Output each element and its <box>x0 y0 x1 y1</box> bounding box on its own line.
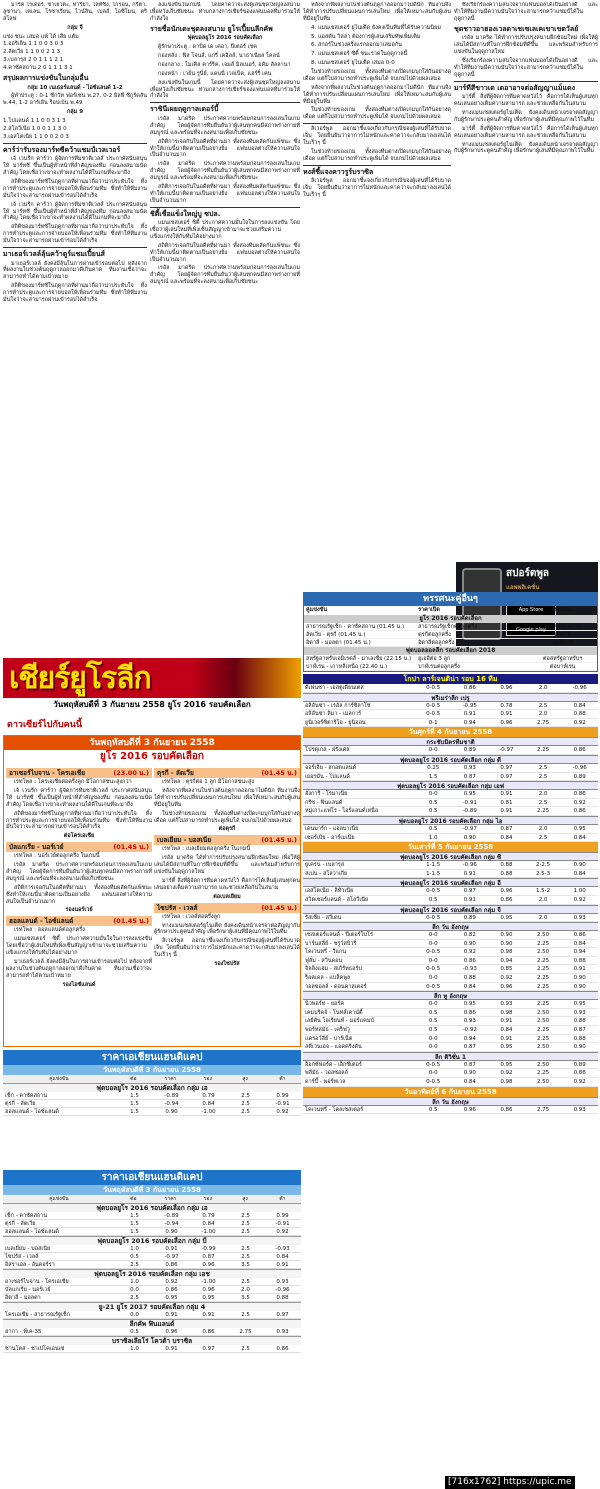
odds-row: บัลแกเรีย - นอร์เวย์ 0.0 0.86 0.96 2.0 -0.96 <box>3 1286 301 1294</box>
standings-row: 1.ออริเย็น 1 1 0 0 3 0 3 <box>3 41 64 48</box>
article-text: หลังจากที่ผลงานในช่วงต้นฤดูกาลออกมาไม่ดีนัก ทีมงานจึงได้ทำการปรับเปลี่ยนแผนการเล่นใหม่ เพื่อให้เหมาะสมกับผู้เล่นที่มีอยู่ในทีม <box>303 84 451 105</box>
odds-row: อลิอันซ่า ลิมา - เมลการ์ 0-0.5 0.91 0.91 2.0 0.88 <box>303 710 598 719</box>
odds-row: ซานโตส - ชาเปโคเอนเซ่ 1.0 0.91 0.97 2.5 0.86 <box>3 1345 301 1353</box>
odds-row: สตีเวนเอจ - แอคคริงตัน 0-0 0.87 0.95 2.50 0.90 <box>303 1043 598 1052</box>
ad-title: สปอร์ตพูล <box>506 568 550 579</box>
match-analysis: มาร์ตี้ สิ่งที่ผู้จัดการทีมคาดหวังไว้ คือการได้เห็นผู้เล่นทุกคนเล่นอย่างเต็มความสามารถ และช่วยเหลือกันในสนาม <box>154 877 300 891</box>
match-analysis: เรอัล มาดริด ประกาศความพร้อมก่อนการลงเล่นในเกมสำคัญ โดยผู้จัดการทีมยืนยันว่าผู้เล่นทุกคนมีสภาพร่างกายที่สมบูรณ์ และพร้อมที่จะลงสนามเพื่อเก็บชัยชนะ <box>6 862 152 882</box>
odds-row: โคเวนทรี - โคลเชสเตอร์ 0.5 0.96 0.86 2.75 0.93 <box>303 1106 598 1115</box>
odds-column-headers: คู่แข่งขัน ต่อ ราคา รอง สูง ต่ำ <box>3 1195 301 1203</box>
odds-date: วันพฤหัสบดีที่ 3 กันยายน 2558 <box>3 1065 301 1075</box>
banner-subtitle: วันพฤหัสบดีที่ 3 กันยายน 2558 ยูโร 2016 รอบคัดเลือก <box>3 699 301 721</box>
article-headline: หงส์ชี้แจงคาวรูร์บราซิล <box>303 167 374 176</box>
match-pick: ต่อโครเอเชีย <box>63 833 95 840</box>
list-item: 6. สกอร์ในช่วงครึ่งแรกออกมาเสมอกัน <box>311 42 402 49</box>
odds-row: จอร์เจีย - สกอตแลนด์ 0.25 0.93 0.97 2.5 -0.96 <box>303 764 598 773</box>
article-text: ทางแมนเชสเตอร์ยูไนเต็ด ยังคงเดินหน้าเจรจาต่อสัญญากับผู้รักษาประตูคนสำคัญ เพื่อรักษาผู้เล่นที่มีคุณภาพไว้ในทีม <box>454 110 598 123</box>
article-headline: ชิตี้เชื่อแข็งใหญ่บู ซปล. <box>150 209 221 218</box>
match-pick: รองไซปรัส <box>214 960 240 967</box>
odds-title: ราคาเอเชียนแฮนดิแคป <box>3 1170 301 1185</box>
lineup-line: กองหลัง : ฟิล โจนส์, แกรี่ เคฮิลล์, นาธาเนียล ไคลน์ <box>158 53 280 60</box>
article-text: สถิติการเจอกันในอดีตที่ผ่านมา ทั้งสองทีมผลัดกันแพ้ชนะ ซึ่งทำให้เกมนี้น่าติดตามเป็นอย่างยิ่ง แฟนบอลต่างให้ความสนใจเป็นจำนวนมาก <box>150 183 300 204</box>
article-text: เรอัล มาดริด ประกาศความพร้อมก่อนการลงเล่นในเกมสำคัญ โดยผู้จัดการทีมยืนยันว่าผู้เล่นทุกคนมีสภาพร่างกายที่สมบูรณ์ และพร้อมที่จะลงสนามเพื่อเก็บชัยชนะ <box>150 161 300 181</box>
odds-row: ไซปรัส - เวลส์ 0.5 -0.97 0.87 2.5 0.84 <box>3 1253 301 1261</box>
article-text: เรอัล มาดริด ได้ทำการปรับปรุงสนามฝึกซ้อมใหม่ เพื่อให้ผู้เล่นได้มีสถานที่ในการฝึกซ้อมที่ดีขึ้น และพร้อมสำหรับการแข่งขันในฤดูกาลใหม่ <box>454 35 598 56</box>
odds-row: เอสโตเนีย - ลิทัวเนีย 0-0.5 0.97 0.96 1.5-2 1.00 <box>303 887 598 896</box>
odds-row: โครเอเชีย - สาธารณรัฐเช็ก 0.0 0.91 0.91 2.5 0.97 <box>3 1311 301 1319</box>
league-header: ฟุตบอลยูโร 2016 รอบคัดเลือก กลุ่ม ซี <box>303 852 598 861</box>
match-header: เบลเยียม - บอสเนีย (01.45 น.) <box>154 835 300 845</box>
odds-column-headers: คู่แข่งขัน ต่อ ราคา รอง สูง ต่ำ <box>3 1075 301 1083</box>
handicap-odds-table-1 <box>3 1050 301 1168</box>
standings-row: 4.คาซัคสถาน 2 0 1 1 1 3 1 <box>3 65 73 71</box>
odds-row: ตุรกี - ลัตเวีย 1.5 -0.94 0.84 2.5 -0.91 <box>3 1100 301 1108</box>
article-text: ลงแข่งขันในเกมนี้ โดยคาดว่าจะส่งผู้เล่นชุดใหญ่ลงสนามเพื่อหวังเก็บชัยชนะ ท่ามกลางการเชียร์ของแฟนบอลที่มาร่วมให้กำลังใจ <box>150 2 300 22</box>
odds-row: ฮากา - พีเค-35 0.5 0.96 0.86 2.75 0.93 <box>3 1328 301 1336</box>
banner-title: เชียร์ยูโรลีก <box>9 661 151 696</box>
odds-row: ตุรกี - ลัตเวีย 1.5 -0.94 0.84 2.5 -0.91 <box>3 1220 301 1228</box>
league-header: ฟุตบอลยูโร 2016 รอบคัดเลือก กลุ่ม เอช <box>3 1269 301 1278</box>
odds-row: เซอร์เบีย - อาร์เมเนีย 1.0 0.90 0.84 2.5 0.84 <box>303 834 598 843</box>
match-pick: ต่อเบลเยียม <box>213 893 241 900</box>
odds-row: สวิตเซอร์แลนด์ - สโลวีเนีย 0.5 0.91 0.86 2.0 0.92 <box>303 896 598 905</box>
article-text: สถิติของมาร์ทซีในฤดูกาลที่ผ่านมาถือว่าน่าประทับใจ ทั้งการทำประตูและการจ่ายบอลให้เพื่อนร่วมทีม ซึ่งทำให้ทีมงานมั่นใจว่าจะสามารถผ่านเข้ารอบได้สำเร็จ <box>3 283 147 303</box>
match-analysis: เรทโพล : ตุรกีต่อ 1 ลูก มีโอกาสชนะสูง <box>162 779 255 786</box>
article-subhead: ฟุตบอลยูโร 2016 รอบคัดเลือก <box>187 35 263 42</box>
odds-row: เยอรมัน - โปแลนด์ 1.5 0.87 0.97 2.5 0.89 <box>303 773 598 782</box>
odds-row: พอร์ทสมัธ - เคร็ฟวู 0.5 -0.92 0.84 2.25 0.87 <box>303 1026 598 1035</box>
standings-row: 3.เอสโตเนีย 1 1 0 0 2 0 3 <box>3 133 69 140</box>
section-banner <box>3 658 301 698</box>
divider <box>150 102 300 103</box>
odds-row: เช็ก - คาซัคสถาน 1.5 -0.89 0.79 2.5 0.99 <box>3 1212 301 1220</box>
odds-row: ฟูลั่ม - สวินดอน 0-0 0.86 0.94 2.25 0.88 <box>303 957 598 966</box>
date-header: วันเสาร์ที่ 5 กันยายน 2558 <box>303 842 598 852</box>
odds-row: เบลเยียม - บอสเนีย 1.0 0.91 -0.99 2.5 -0.93 <box>3 1245 301 1253</box>
banner-tagline: ดาวเซียร์ไปกับคนนี้ <box>7 720 82 730</box>
league-header: ลีก ดิวิชั่น 1 <box>303 1052 598 1061</box>
odds-row: หมู่เกาะแฟโร - ไอร์แลนด์เหนือ 0.5 -0.89 0.91 2.25 0.86 <box>303 807 598 816</box>
ad-subtitle: แอพพลิเคชั่น <box>506 584 540 591</box>
divider <box>150 207 300 208</box>
article-text: ซึ่งเรียกร้องความสนใจจากแฟนบอลได้เป็นอย่างดี และทำให้ทีมงานมีความมั่นใจว่าจะสามารถคว้าแชมป์ได้ในฤดูกาลนี้ <box>454 57 598 78</box>
article-headline: ราชินีเผยฤดูกาลเดอร์บี้ <box>150 105 219 114</box>
table-column-headers: คู่แข่งขัน ราคาเปิด ทรรศนะ <box>306 607 573 613</box>
odds-row: รัสเซีย - สวีเดน 0-0.5 0.89 0.95 2.0 0.93 <box>303 914 598 923</box>
article-text: ในช่วงท้ายของเกม ทั้งสองทีมต่างเปิดเกมบุกใส่กันอย่างดุเดือด แต่ก็ไม่สามารถทำประตูเพิ่มได้ จบเกมไปด้วยผลเสมอ <box>303 148 451 162</box>
article-subhead: กลุ่ม 10 เนเธอร์แลนด์ - ไอซ์แลนด์ 1-2 <box>27 84 123 91</box>
article-text: สถิติของมาร์ทซีในฤดูกาลที่ผ่านมาถือว่าน่าประทับใจ ทั้งการทำประตูและการจ่ายบอลให้เพื่อนร่วมทีม ซึ่งทำให้ทีมงานมั่นใจว่าจะสามารถผ่านเข้ารอบได้สำเร็จ <box>3 224 147 244</box>
odds-row: อิตาลี - มอลตา 2.5 0.95 0.95 3.5 0.88 <box>3 1294 301 1302</box>
league-header: ฟุตบอลยูโร 2016 รอบคัดเลือก กลุ่ม เอ <box>3 1083 301 1092</box>
prediction-row: อิตาลี - มอลตา (01.45 น.) อิตาลีต่อลูกครึ่ง ต่ออิตาลี <box>304 639 597 647</box>
article-column-1 <box>3 2 147 657</box>
article-column-4 <box>454 2 598 652</box>
odds-row: เคมบริดจ์ - โนทส์เคาน์ตี้ 0.5 0.86 0.98 2.50 0.93 <box>303 1009 598 1018</box>
article-column-3 <box>303 2 451 652</box>
article-text: มาเธอร์เวลล์ ยังคงมีลุ้นในการผ่านเข้ารอบต่อไป หลังจากที่ผลงานในช่วงต้นฤดูกาลออกมาดีเกินคาด ทีมงานเชื่อว่าจะสามารถทำได้ตามเป้าหมาย <box>3 260 147 281</box>
odds-row: ฮังการี - โรมาเนีย 0-0 0.95 0.91 2.0 0.86 <box>303 790 598 799</box>
article-text: ซึ่งเรียกร้องความสนใจจากแฟนบอลได้เป็นอย่างดี และทำให้ทีมงานมีความมั่นใจว่าจะสามารถคว้าแชมป์ได้ในฤดูกาลนี้ <box>454 2 598 22</box>
handicap-odds-table-2 <box>3 1170 301 1487</box>
article-text: สถิติของมาร์ทซีในฤดูกาลที่ผ่านมาถือว่าน่าประทับใจ ทั้งการทำประตูและการจ่ายบอลให้เพื่อนร่วมทีม ซึ่งทำให้ทีมงานมั่นใจว่าจะสามารถผ่านเข้ารอบได้สำเร็จ <box>3 179 147 199</box>
article-text: เรอัล มาดริด ประกาศความพร้อมก่อนการลงเล่นในเกมสำคัญ โดยผู้จัดการทีมยืนยันว่าผู้เล่นทุกคนมีสภาพร่างกายที่สมบูรณ์ และพร้อมที่จะลงสนามเพื่อเก็บชัยชนะ <box>150 116 300 136</box>
odds-row: แครอว์ลีย์ - บาร์เน็ต 0-0 0.94 0.91 2.25 0.88 <box>303 1035 598 1044</box>
app-store-badge[interactable]: App Store <box>506 602 556 616</box>
odds-row: ร็อคเดล - แบล็คพูล 0-0 0.88 0.92 2.25 0.90 <box>303 974 598 983</box>
league-header: พรีเมร่าลีก เปรู <box>303 693 598 702</box>
league-header: ลีก วัน อังกฤษ <box>303 1097 598 1106</box>
odds-row: อ็อกซ์ฟอร์ด - เอ็กซีเตอร์ 0-0.5 0.87 0.95 2.50 0.89 <box>303 1061 598 1070</box>
table-title: โกปา ลาร์เจนติน่า รอบ 16 ทีม <box>303 674 598 684</box>
odds-row: อิสราเอล - อันดอร์รา 2.5 0.86 0.96 3.5 0.91 <box>3 1261 301 1269</box>
odds-row: โปรตุเกส - ฝรั่งเศส 0-0 0.89 -0.97 2.25 0.86 <box>303 746 598 755</box>
article-text: ลิเวอร์พูล ออกมาชี้แจงเกี่ยวกับกรณีของผู้เล่นที่ได้รับบาดเจ็บ โดยยืนยันว่าอาการไม่หนักและคาดว่าจะกลับมาลงเล่นได้ในเร็วๆ นี้ <box>303 178 451 198</box>
match-analysis: มาเธอร์เวลล์ ยังคงมีลุ้นในการผ่านเข้ารอบต่อไป หลังจากที่ผลงานในช่วงต้นฤดูกาลออกมาดีเกินคาด ทีมงานเชื่อว่าจะสามารถทำได้ตามเป้าหมาย <box>6 958 152 979</box>
list-item: 5. แอสตัน วิลล่า ต้องการผู้เล่นเสริมทัพเพิ่มเติม <box>311 33 421 40</box>
odds-row: เชสเตอร์แลนด์ - ปีเตอร์โบโร่ 0-0 0.82 0.90 2.50 0.86 <box>303 931 598 940</box>
article-headline: ชุดชาวอาฮองเวลดาเชเซเลเคเขาเขตวัลย์ <box>454 24 579 33</box>
divider <box>3 143 147 144</box>
preview-title: ยูโร 2016 รอบคัดเลือก <box>100 751 204 762</box>
standings-row: 2.ลัตเวีย 1 1 0 0 2 1 3 <box>3 49 61 56</box>
table-title: ทรรศนะคู่อื่นๆ <box>304 593 597 606</box>
league-header: ฟุตบอลออลลีก รอบคัดเลือก 2018 <box>304 647 597 655</box>
odds-row: ดีเฟนซา - เอสตูเดียนเตส 0-0.5 0.86 0.96 2.0 -0.96 <box>303 684 598 693</box>
article-headline: มาเธอร์เวลล์ลุ้นคว้าตูร์แชมเปี้ยนส์ <box>3 249 105 258</box>
article-headline: รายชื่อนักเตะชุดลงสนาม ยูโรเปี้ยนลีกคัพ <box>150 24 273 33</box>
league-header: ฟุตบอลยูโร 2016 รอบคัดเลือก กลุ่ม ดี <box>303 755 598 764</box>
odds-row: อาเซอร์ไบจาน - โครเอเชีย 1.0 0.92 -1.00 2.5 0.93 <box>3 1278 301 1286</box>
match-analysis: เจ้ เวนรีก คาร์ว่า ผู้จัดการทีมชาติเวลส์ ประกาศสนับสนุนให้ มาร์ทซี ขึ้นเป็นผู้ทำหน้าที่สำคัญของทีม ก่อนลงสนามนัดสำคัญ โดยเชื่อว่าเขาจะทำผลงานได้ดีในเกมที่จะมาถึง <box>6 788 152 808</box>
lineup-line: กองกลาง : ไมเคิล คาร์ริค, เจมส์ มิลเนอร์, อดัม ลัลลานา <box>158 61 291 68</box>
group-label: กลุ่ม จี <box>67 24 83 31</box>
divider <box>303 165 451 166</box>
league-header: ฟุตบอลยูโร 2016 รอบคัดเลือก กลุ่ม อี <box>303 878 598 887</box>
match-analysis: สถิติการเจอกันในอดีตที่ผ่านมา ทั้งสองทีมผลัดกันแพ้ชนะ ซึ่งทำให้เกมนี้น่าติดตามเป็นอย่างยิ่ง แฟนบอลต่างให้ความสนใจเป็นจำนวนมาก <box>6 884 152 905</box>
preview-date: วันพฤหัสบดีที่ 3 กันยายน 2558 <box>4 736 300 750</box>
match-analysis: หลังจากที่ผลงานในช่วงต้นฤดูกาลออกมาไม่ดีนัก ทีมงานจึงได้ทำการปรับเปลี่ยนแผนการเล่นใหม่ เพื่อให้เหมาะสมกับผู้เล่นที่มีอยู่ในทีม <box>154 788 300 808</box>
date-header: วันอาทิตย์ที่ 6 กันยายน 2558 <box>303 1087 598 1097</box>
odds-row: กรีซ - ฟินแลนด์ 0.5 -0.91 0.81 2.5 0.92 <box>303 799 598 808</box>
article-text: มาร์ค ไรเดอร์, ซาเยโตะ, ทาริยา, ไลท์ซิง, ไกรอน, กรีตา, ลูซานา, เคเลน, โรซาเรียน, ไวน์ลิน, เบลส์, โอซิโมน, คริสโลฟ <box>3 2 147 22</box>
odds-row: โคเวนทรี่ - วีแกน 0-0.5 0.92 0.98 2.50 0.94 <box>303 948 598 957</box>
odds-row: ยูนิเวอร์ซิตาริโอ - ยูนิออน 0-1 0.94 0.96 2.75 0.92 <box>303 719 598 728</box>
match-preview-box <box>3 735 301 1047</box>
match-analysis: เรทโพล : ฮอลแลนด์ต่อลูกครึ่ง <box>14 927 85 934</box>
list-item: 7. แมนเชสเตอร์ ซิตี้ ชนะรวดในฤดูกาลนี้ <box>311 51 408 58</box>
article-text: มาร์ตี้ สิ่งที่ผู้จัดการทีมคาดหวังไว้ คือการได้เห็นผู้เล่นทุกคนเล่นอย่างเต็มความสามารถ และช่วยเหลือกันในสนาม <box>454 94 598 108</box>
date-header: วันศุกร์ที่ 4 กันยายน 2558 <box>303 727 598 737</box>
odds-row: วอลซอลล์ - ดอนคาสเตอร์ 0-0.5 0.84 0.96 2.25 0.90 <box>303 983 598 992</box>
divider <box>454 81 598 82</box>
article-headline: สรุปผลการแข่งขันในกลุ่มอื่น <box>3 73 89 82</box>
match-pick: ต่อตุรกี <box>218 826 236 833</box>
league-header: ลีก วัน อังกฤษ <box>303 922 598 931</box>
match-header: บัลแกเรีย - นอร์เวย์ (01.45 น.) <box>6 842 152 852</box>
odds-row: นิวพอร์ท - ยอร์ค 0-0 0.95 0.93 2.25 0.95 <box>303 1000 598 1009</box>
prediction-row: ลัตเวีย - ตุรกี (01.45 น.) ตุรกีต่อลูกครึ่ง ต่อตุรกี <box>304 631 597 639</box>
prediction-row: บาห์เรน - เกาหลีเหนือ (22.40 น.) บาห์เรนต่อลูกครึ่ง ต่อบาห์เรน <box>304 663 597 671</box>
league-header: ฟุตบอลยูโร 2016 รอบคัดเลือก กลุ่ม เอ <box>3 1203 301 1212</box>
odds-row: ฮอลแลนด์ - ไอซ์แลนด์ 1.5 0.90 -1.00 2.5 0.92 <box>3 1228 301 1236</box>
article-column-2 <box>150 2 300 657</box>
match-header: ตุรกี - ลัตเวีย (01.45 น.) <box>154 768 300 778</box>
odds-row: สเปน - สโลวาเกีย 1-1.5 0.91 0.88 2.5-3 0.84 <box>303 870 598 879</box>
other-matches-table <box>303 592 598 672</box>
match-header: ไซปรัส - เวลส์ (01.45 น.) <box>154 903 300 913</box>
article-text: ในช่วงท้ายของเกม ทั้งสองทีมต่างเปิดเกมบุกใส่กันอย่างดุเดือด แต่ก็ไม่สามารถทำประตูเพิ่มได้ จบเกมไปด้วยผลเสมอ <box>303 107 451 121</box>
odds-row: เดนมาร์ก - แอลบาเนีย 0.5 -0.97 0.87 2.0 0.95 <box>303 825 598 834</box>
odds-row: ดาร์บี้ - พอร์ทเวล 0-0.5 0.84 0.98 2.50 0.92 <box>303 1078 598 1087</box>
match-pick: รองไอซ์แลนด์ <box>62 981 96 988</box>
match-analysis: เรทโพล : เวลส์ต่อครึ่งลูก <box>162 913 221 920</box>
league-header: บราซิลเลียโร่ โควต้า บราซิล <box>3 1336 301 1345</box>
odds-row: ฮอลแลนด์ - ไอซ์แลนด์ 1.5 0.90 -1.00 2.5 0.92 <box>3 1108 301 1116</box>
match-header: ฮอลแลนด์ - ไอซ์แลนด์ (01.45 น.) <box>6 916 152 926</box>
league-header: ฟุตบอลยูโร 2016 รอบคัดเลือก กลุ่ม บี <box>3 1236 301 1245</box>
article-text: หลังจากที่ผลงานในช่วงต้นฤดูกาลออกมาไม่ดีนัก ทีมงานจึงได้ทำการปรับเปลี่ยนแผนการเล่นใหม่ เพื่อให้เหมาะสมกับผู้เล่นที่มีอยู่ในทีม <box>303 2 451 22</box>
watermark: [716x1762] https://upic.me <box>445 1476 575 1489</box>
article-text: ลงแข่งขันในเกมนี้ โดยคาดว่าจะส่งผู้เล่นชุดใหญ่ลงสนามเพื่อหวังเก็บชัยชนะ ท่ามกลางการเชียร์ของแฟนบอลที่มาร่วมให้กำลังใจ <box>150 79 300 100</box>
odds-row: เลย์ตัน โอเรียนท์ - มอร์แคมบ์ 0.5 0.93 0.91 2.50 0.88 <box>303 1017 598 1026</box>
league-header: ยู-21 ยูโร 2017 รอบคัดเลือก กลุ่ม 4 <box>3 1302 301 1311</box>
fixtures-odds-table <box>303 674 598 1487</box>
match-analysis: ทางแมนเชสเตอร์ยูไนเต็ด ยังคงเดินหน้าเจรจาต่อสัญญากับผู้รักษาประตูคนสำคัญ เพื่อรักษาผู้เล่นที่มีคุณภาพไว้ในทีม <box>154 922 300 936</box>
odds-row: จิลลิงแฮม - สเกิร์ทธอร์ป 0-0.5 -0.93 0.85 2.25 0.91 <box>303 965 598 974</box>
match-header: อาเซอร์ไบจาน - โครเอเชีย (23.00 น.) <box>6 768 152 778</box>
odds-row: ยูเครน - เบลารุส 1-1.5 -0.96 0.88 2-2.5 0.90 <box>303 861 598 870</box>
article-text: สถิติการเจอกันในอดีตที่ผ่านมา ทั้งสองทีมผลัดกันแพ้ชนะ ซึ่งทำให้เกมนี้น่าติดตามเป็นอย่างยิ่ง แฟนบอลต่างให้ความสนใจเป็นจำนวนมาก <box>150 138 300 159</box>
preview-column-right <box>154 766 300 1046</box>
prediction-row: สหรัฐอาหรับเอมิเรตส์ - มาเลเซีย (22.15 น.) ยูเออีต่อ 3 ลูก ต่อสหรัฐอาหรับฯ <box>304 655 597 663</box>
list-item: 8. แมนเชสเตอร์ ยูไนเต็ด เสมอ 0-0 <box>311 60 395 67</box>
match-analysis: ลิเวอร์พูล ออกมาชี้แจงเกี่ยวกับกรณีของผู้เล่นที่ได้รับบาดเจ็บ โดยยืนยันว่าอาการไม่หนักและคาดว่าจะกลับมาลงเล่นได้ในเร็วๆ นี้ <box>154 938 300 958</box>
article-text: มาร์ตี้ สิ่งที่ผู้จัดการทีมคาดหวังไว้ คือการได้เห็นผู้เล่นทุกคนเล่นอย่างเต็มความสามารถ และช่วยเหลือกันในสนาม <box>454 125 598 139</box>
article-headline: มาร์ทีสีขาวเด เดอาอาจต่อสัญญาแม็แดง <box>454 83 576 92</box>
article-headline: คาร์ว่ารับรองมาร์ทซีคว้าแชมป์เวลเวอร์ <box>3 145 121 154</box>
lineup-line: ผู้รักษาประตู : ดาบิด เด เคอา, ปีเตอร์ เชค <box>158 44 257 51</box>
article-text: ลิเวอร์พูล ออกมาชี้แจงเกี่ยวกับกรณีของผู้เล่นที่ได้รับบาดเจ็บ โดยยืนยันว่าอาการไม่หนักและคาดว่าจะกลับมาลงเล่นได้ในเร็วๆ นี้ <box>303 126 451 146</box>
match-analysis: แมนเชสเตอร์ ซิตี้ ประกาศความมั่นใจในการลงแข่งขัน โดยเชื่อว่าผู้เล่นใหม่ที่เพิ่งเซ็นสัญญาเข้ามาจะช่วยเสริมความแข็งแกร่งให้กับทีมได้อย่างมาก <box>6 936 152 956</box>
divider <box>303 123 451 124</box>
list-item: 4. แมนเชสเตอร์ ยูไนเต็ด ยังคงเป็นทีมที่ได้รับความนิยม <box>311 24 442 31</box>
odds-title: ราคาเอเชียนแฮนดิแคป <box>3 1050 301 1065</box>
standings-row: 3.เบลารุส 2 0 1 1 1 2 1 <box>3 57 64 64</box>
match-analysis: เรทโพล : นอร์เวย์ต่อลูกครึ่ง ในเกมนี้ <box>14 853 100 860</box>
match-analysis: เรทโพล : เบลเยียมต่อลูกครึ่ง ในเกมนี้ <box>162 846 251 853</box>
odds-row: เช็ก - คาซัคสถาน 1.5 -0.89 0.79 2.5 0.99 <box>3 1092 301 1100</box>
league-header: กระชับมิตรทีมชาติ <box>303 737 598 746</box>
standings-header: แข่ง ชนะ เสมอ แพ้ ได้ เสีย แต้ม <box>3 33 79 40</box>
odds-row: พลีมัธ - วอลซอลล์ 0-0 0.90 0.92 2.25 0.88 <box>303 1069 598 1078</box>
group-label: กลุ่ม 9 <box>66 109 84 116</box>
standings-row: 2.สโลวีเนีย 1 0 0 1 1 3 0 <box>3 125 67 132</box>
google-play-badge[interactable]: Google play <box>506 622 556 636</box>
league-header: ฟุตบอลยูโร 2016 รอบคัดเลือก กลุ่ม ไอ <box>303 816 598 825</box>
lineup-line: กองหน้า : เวย์น รูนี่ย์, แดนนี่ เวลเบ็ค, แฮร์รี่ เคน <box>158 70 272 77</box>
league-header: ลีก ทู อังกฤษ <box>303 991 598 1000</box>
article-text: ทางแมนเชสเตอร์ยูไนเต็ด ยังคงเดินหน้าเจรจาต่อสัญญากับผู้รักษาประตูคนสำคัญ เพื่อรักษาผู้เล่นที่มีคุณภาพไว้ในทีม <box>454 141 598 155</box>
match-pick: รองนอร์เวย์ <box>65 907 93 914</box>
article-text: สถิติการเจอกันในอดีตที่ผ่านมา ทั้งสองทีมผลัดกันแพ้ชนะ ซึ่งทำให้เกมนี้น่าติดตามเป็นอย่างยิ่ง แฟนบอลต่างให้ความสนใจเป็นจำนวนมาก <box>150 242 300 263</box>
match-analysis: สถิติของมาร์ทซีในฤดูกาลที่ผ่านมาถือว่าน่าประทับใจ ทั้งการทำประตูและการจ่ายบอลให้เพื่อนร่วมทีม ซึ่งทำให้ทีมงานมั่นใจว่าจะสามารถผ่านเข้ารอบได้สำเร็จ <box>6 810 152 831</box>
prediction-row: สาธารณรัฐเช็ก - คาซัคสถาน (01.45 น.) สาธารณรัฐเช็กต่อลูกครึ่ง รองคาซัคสถาน <box>304 623 597 631</box>
divider <box>3 247 147 248</box>
odds-row: อลิอันซ่า - เรอัล การ์ซิลาโซ่ 0-0.5 -0.95 0.78 2.5 0.84 <box>303 702 598 711</box>
odds-row: บาร์นสลี่ย์ - ชรูว์สบิวรี่ 0-0 0.90 0.90 2.25 0.84 <box>303 940 598 949</box>
league-header: ฟุตบอลยูโร 2016 รอบคัดเลือก กลุ่ม จี <box>303 905 598 914</box>
match-analysis: ในช่วงท้ายของเกม ทั้งสองทีมต่างเปิดเกมบุกใส่กันอย่างดุเดือด แต่ก็ไม่สามารถทำประตูเพิ่มได้ จบเกมไปด้วยผลเสมอ <box>154 810 300 824</box>
article-text: เจ้ เวนรีก คาร์ว่า ผู้จัดการทีมชาติเวลส์ ประกาศสนับสนุนให้ มาร์ทซี ขึ้นเป็นผู้ทำหน้าที่สำคัญของทีม ก่อนลงสนามนัดสำคัญ โดยเชื่อว่าเขาจะทำผลงานได้ดีในเกมที่จะมาถึง <box>3 201 147 222</box>
article-text: เรอัล มาดริด ประกาศความพร้อมก่อนการลงเล่นในเกมสำคัญ โดยผู้จัดการทีมยืนยันว่าผู้เล่นทุกคนมีสภาพร่างกายที่สมบูรณ์ และพร้อมที่จะลงสนามเพื่อเก็บชัยชนะ <box>150 265 300 286</box>
league-header: ลีกคัพ ฟินแลนด์ <box>3 1319 301 1328</box>
article-text: แมนเชสเตอร์ ซิตี้ ประกาศความมั่นใจในการลงแข่งขัน โดยเชื่อว่าผู้เล่นใหม่ที่เพิ่งเซ็นสัญญาเข้ามาจะช่วยเสริมความแข็งแกร่งให้กับทีมได้อย่างมาก <box>150 220 300 240</box>
match-analysis: เรอัล มาดริด ได้ทำการปรับปรุงสนามฝึกซ้อมใหม่ เพื่อให้ผู้เล่นได้มีสถานที่ในการฝึกซ้อมที่ดีขึ้น และพร้อมสำหรับการแข่งขันในฤดูกาลใหม่ <box>154 855 300 875</box>
article-text: ในช่วงท้ายของเกม ทั้งสองทีมต่างเปิดเกมบุกใส่กันอย่างดุเดือด แต่ก็ไม่สามารถทำประตูเพิ่มได้ จบเกมไปด้วยผลเสมอ <box>303 69 451 82</box>
league-header: ยูโร 2016 รอบคัดเลือก <box>304 615 597 623</box>
league-header: ฟุตบอลยูโร 2016 รอบคัดเลือก กลุ่ม เอฟ <box>303 781 598 790</box>
standings-row: 1.โปแลนด์ 1 1 0 0 3 1 3 <box>3 118 66 125</box>
player-photo <box>191 658 301 698</box>
odds-date: วันพฤหัสบดีที่ 3 กันยายน 2558 <box>3 1185 301 1195</box>
preview-column-left <box>6 766 152 1046</box>
match-analysis: เรทโพล : โครเอเชียต่อครึ่งลูก มีโอกาสชนะสูงกว่า <box>14 779 132 786</box>
article-text: ผู้ทำประตู : 0-1 ซีกวัท ฟอร์เซน พ.27, 0-2 ยิลฟี ซีกูร์ดสัน พ.44, 1-2 อาร์เยิน ร็อบเบ้น พ.49 <box>3 93 147 107</box>
article-text: เจ้ เวนรีก คาร์ว่า ผู้จัดการทีมชาติเวลส์ ประกาศสนับสนุนให้ มาร์ทซี ขึ้นเป็นผู้ทำหน้าที่สำคัญของทีม ก่อนลงสนามนัดสำคัญ โดยเชื่อว่าเขาจะทำผลงานได้ดีในเกมที่จะมาถึง <box>3 156 147 177</box>
